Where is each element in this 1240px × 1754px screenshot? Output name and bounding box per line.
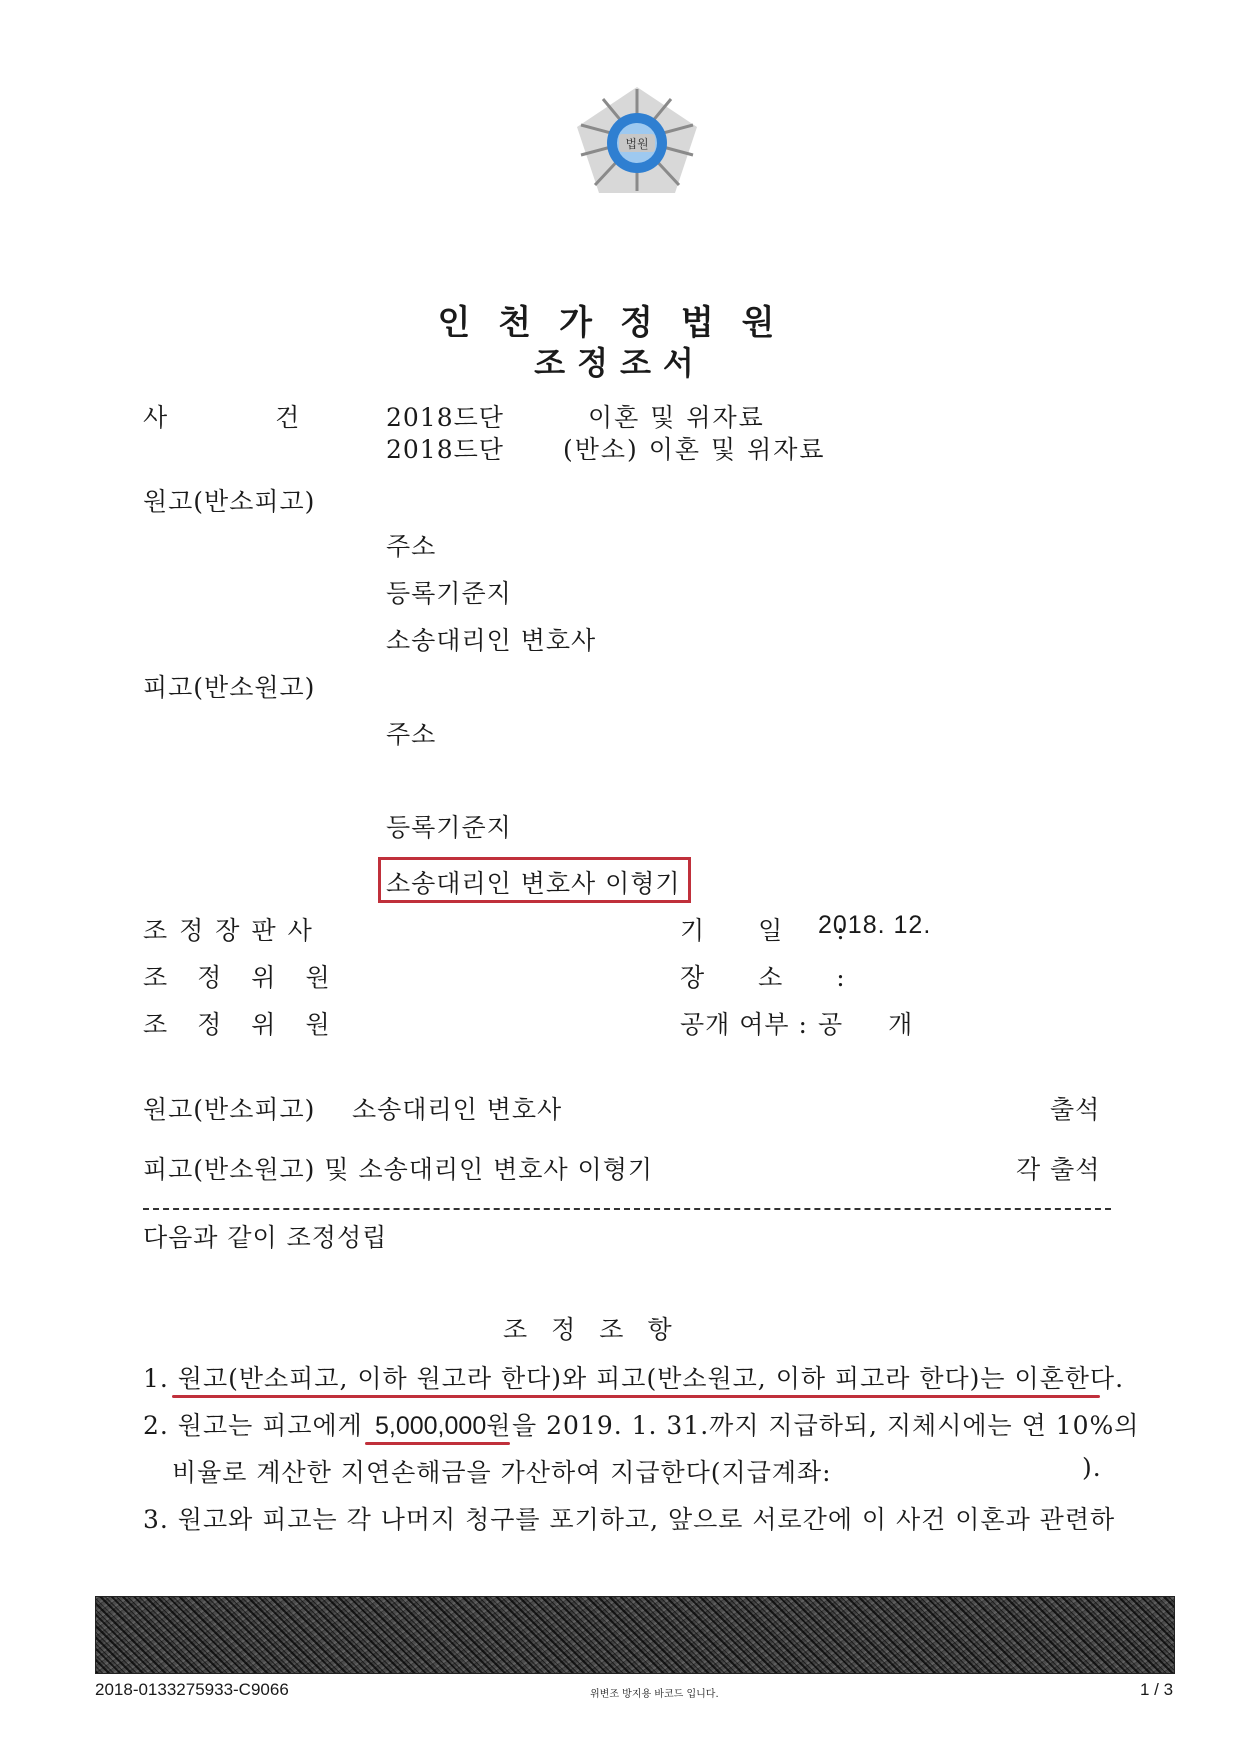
attendance-status-1: 출석 xyxy=(1050,1095,1101,1124)
attendance-row-2: 피고(반소원고) 및 소송대리인 변호사 이형기 xyxy=(143,1155,653,1184)
attendance-status-2: 각 출석 xyxy=(1016,1155,1101,1184)
term-2-amount: 5,000,000원 xyxy=(375,1412,511,1440)
page-number: 1 / 3 xyxy=(1140,1680,1174,1699)
case-description-2: (반소) 이혼 및 위자료 xyxy=(563,435,826,464)
term-2-part-a: 2. 원고는 피고에게 xyxy=(143,1411,363,1440)
anti-forgery-barcode xyxy=(95,1596,1175,1674)
term-1-underline xyxy=(172,1395,1100,1398)
public-value: 공 개 xyxy=(818,1010,914,1039)
section-divider xyxy=(143,1208,1111,1210)
date-label: 기 일 : xyxy=(680,916,846,945)
document-id: 2018-0133275933-C9066 xyxy=(95,1680,289,1699)
term-2-line-2: 비율로 계산한 지연손해금을 가산하여 지급한다(지급계좌: xyxy=(172,1458,832,1487)
term-2-line-2-end: ). xyxy=(1082,1453,1102,1482)
defendant-label: 피고(반소원고) xyxy=(143,673,316,702)
court-name: 인천가정법원 xyxy=(437,303,803,343)
amount-underline xyxy=(365,1442,510,1445)
member1-label: 조정위원 xyxy=(143,963,360,992)
term-2-part-b: 을 2019. 1. 31.까지 지급하되, 지체시에는 연 10%의 xyxy=(512,1411,1140,1440)
public-label: 공개 여부 : xyxy=(680,1010,808,1039)
case-description-1: 이혼 및 위자료 xyxy=(588,403,765,432)
attendance-agent-1: 소송대리인 변호사 xyxy=(352,1095,563,1124)
emblem-label: 법원 xyxy=(625,137,649,151)
defendant-registry-label: 등록기준지 xyxy=(386,813,512,842)
place-label: 장 소 : xyxy=(680,963,846,992)
terms-title: 조정조항 xyxy=(503,1315,696,1344)
attendance-party-1: 원고(반소피고) xyxy=(143,1095,316,1124)
case-label: 사건 xyxy=(143,403,408,432)
plaintiff-label: 원고(반소피고) xyxy=(143,487,316,516)
case-number-1: 2018드단 xyxy=(386,403,504,432)
term-1: 1. 원고(반소피고, 이하 원고라 한다)와 피고(반소원고, 이하 피고라 한다)는 이혼한다. xyxy=(143,1364,1125,1393)
date-value: 2018. 12. xyxy=(818,911,932,939)
defendant-address-label: 주소 xyxy=(386,720,437,749)
barcode-note: 위변조 방지용 바코드 입니다. xyxy=(590,1689,719,1700)
term-3: 3. 원고와 피고는 각 나머지 청구를 포기하고, 앞으로 서로간에 이 사건 이혼과 관련하 xyxy=(143,1505,1116,1534)
defendant-agent-label: 소송대리인 변호사 이형기 xyxy=(386,869,681,898)
case-number-2: 2018드단 xyxy=(386,435,504,464)
plaintiff-address-label: 주소 xyxy=(386,532,437,561)
plaintiff-agent-label: 소송대리인 변호사 xyxy=(386,626,597,655)
document-title: 조정조서 xyxy=(534,344,706,382)
plaintiff-registry-label: 등록기준지 xyxy=(386,579,512,608)
court-emblem-icon xyxy=(575,85,700,195)
member2-label: 조정위원 xyxy=(143,1010,360,1039)
judge-label: 조정장판사 xyxy=(143,916,324,945)
settlement-established: 다음과 같이 조정성립 xyxy=(143,1223,388,1252)
